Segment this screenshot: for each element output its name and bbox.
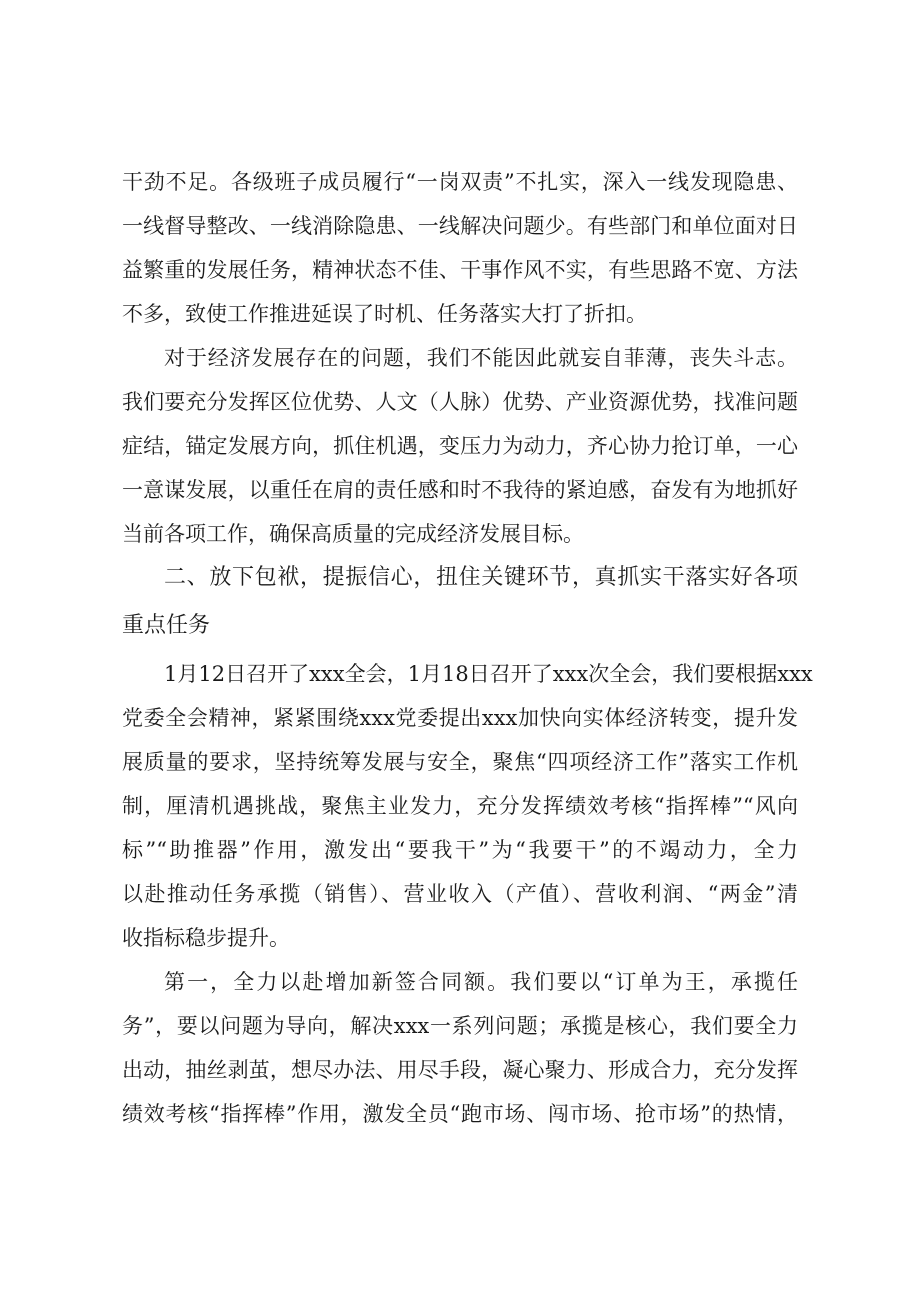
paragraph-line: 出动，抽丝剥茧，想尽办法、用尽手段，凝心聚力、形成合力，充分发挥 xyxy=(122,1058,798,1082)
paragraph-line: 标”“助推器”作用，激发出“要我干”为“我要干”的不竭动力，全力 xyxy=(122,838,798,862)
paragraph-line: 绩效考核“指挥棒”作用，激发全员“跑市场、闯市场、抢市场”的热情， xyxy=(122,1102,798,1126)
paragraph-line: 制，厘清机遇挑战，聚焦主业发力，充分发挥绩效考核“指挥棒”“风向 xyxy=(122,794,798,818)
paragraph-line: 对于经济发展存在的问题，我们不能因此就妄自菲薄，丧失斗志。 xyxy=(164,346,798,370)
paragraph-line: 不多，致使工作推进延误了时机、任务落实大打了折扣。 xyxy=(122,302,647,326)
paragraph-line: 我们要充分发挥区位优势、人文（人脉）优势、产业资源优势，找准问题 xyxy=(122,390,798,414)
paragraph-line: 益繁重的发展任务，精神状态不佳、干事作风不实，有些思路不宽、方法 xyxy=(122,258,798,282)
paragraph-line: 展质量的要求，坚持统筹发展与安全，聚焦“四项经济工作”落实工作机 xyxy=(122,750,798,774)
paragraph-line: 一线督导整改、一线消除隐患、一线解决问题少。有些部门和单位面对日 xyxy=(122,214,798,238)
paragraph-line: 务”，要以问题为导向，解决xxx一系列问题；承揽是核心，我们要全力 xyxy=(122,1014,798,1038)
paragraph-line: 第一，全力以赴增加新签合同额。我们要以“订单为王，承揽任 xyxy=(164,970,798,994)
heading-line: 重点任务 xyxy=(122,613,211,638)
paragraph-line: 当前各项工作，确保高质量的完成经济发展目标。 xyxy=(122,522,584,546)
paragraph-line: 收指标稳步提升。 xyxy=(122,926,290,950)
paragraph-line: 症结，锚定发展方向，抓住机遇，变压力为动力，齐心协力抢订单，一心 xyxy=(122,434,798,458)
paragraph-line: 以赴推动任务承揽（销售）、营业收入（产值）、营收利润、“两金”清 xyxy=(122,882,798,906)
paragraph-line: 1月12日召开了xxx全会，1月18日召开了xxx次全会，我们要根据xxx xyxy=(164,662,813,686)
paragraph-line: 干劲不足。各级班子成员履行“一岗双责”不扎实，深入一线发现隐患、 xyxy=(122,170,798,194)
paragraph-line: 党委全会精神，紧紧围绕xxx党委提出xxx加快向实体经济转变，提升发 xyxy=(122,706,798,730)
heading-line: 二、放下包袱，提振信心，扭住关键环节，真抓实干落实好各项 xyxy=(164,565,798,590)
paragraph-line: 一意谋发展，以重任在肩的责任感和时不我待的紧迫感，奋发有为地抓好 xyxy=(122,478,798,502)
